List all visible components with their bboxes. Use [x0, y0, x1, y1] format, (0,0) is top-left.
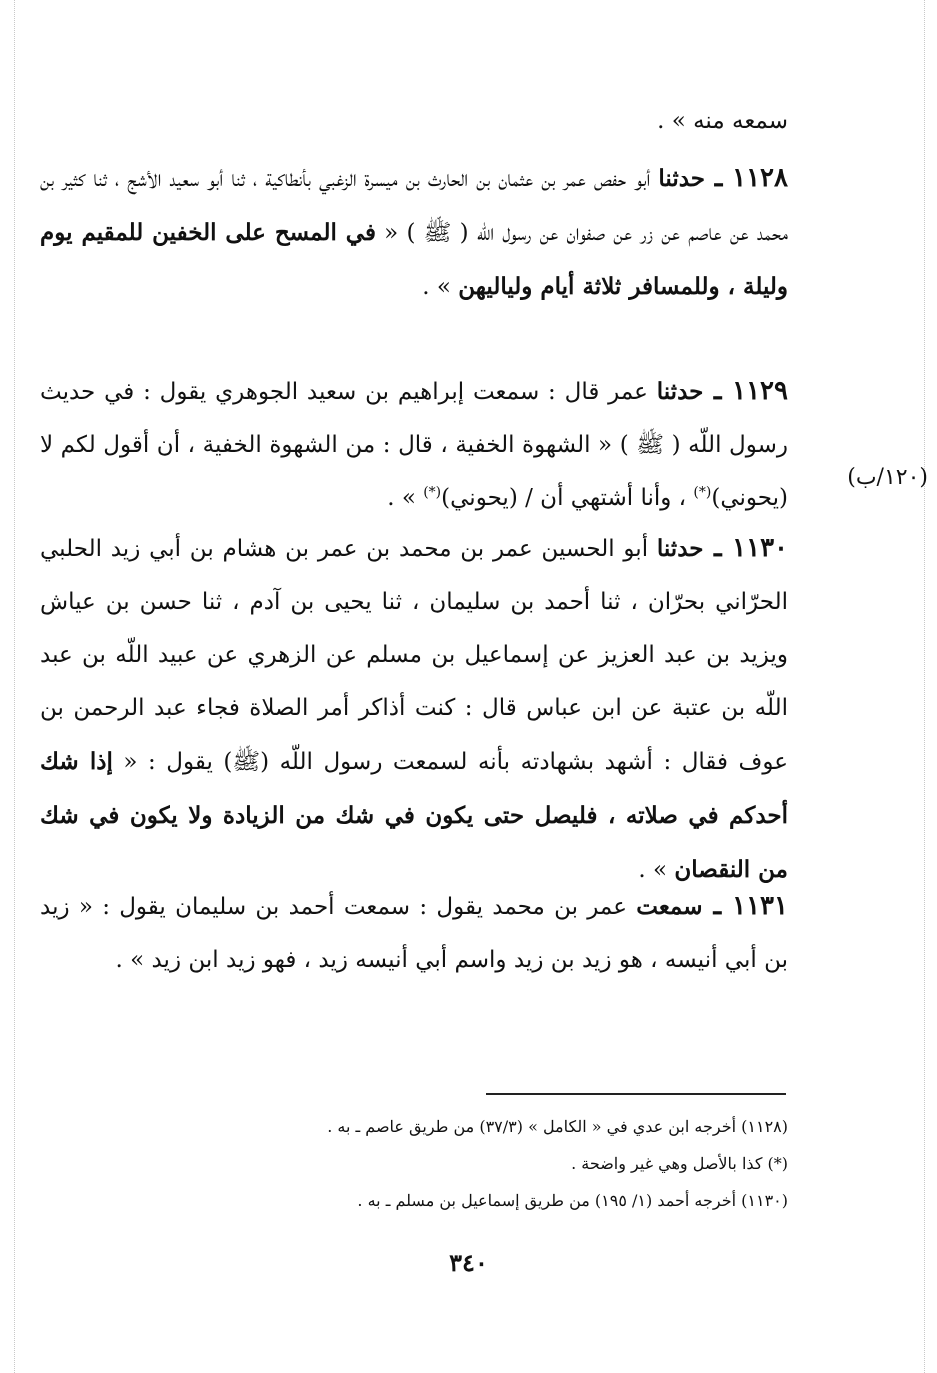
continuation-text: سمعه منه » . — [657, 108, 788, 134]
separator: ـ — [703, 533, 733, 563]
hadith-number: ١١٢٩ — [732, 376, 788, 406]
hadith-1128-text — [40, 152, 788, 314]
footnote-asterisk: (*) كذا بالأصل وهي غير واضحة . — [571, 1154, 788, 1173]
hadith-number: ١١٢٨ — [732, 163, 788, 193]
hadith-text-end: » . — [387, 485, 424, 511]
continuation-line — [40, 95, 788, 148]
hadith-keyword: حدثنا — [656, 535, 704, 562]
hadith-text: عمر بن محمد يقول : سمعت أحمد بن سليمان يقول : « زيد بن أبي أنيسه ، هو زيد بن زيد واسم أبي أنيسه زيد ، فهو زيد ابن زيد » . — [40, 894, 788, 973]
page-number: ٣٤٠ — [449, 1248, 488, 1277]
separator: ـ — [702, 891, 733, 921]
footnote-1128: (١١٢٨) أخرجه ابن عدي في « الكامل » (٣٧/٣) من طريق عاصم ـ به . — [327, 1117, 788, 1136]
hadith-text: أبو حفص عمر بن عثمان بن الحارث بن ميسرة الزغبي بأنطاكية ، ثنا أبو سعيد الأشج ، ثنا كثير بن محمد عن عاصم عن زر عن صفوان عن رسول اللّه ( ﷺ ) « — [40, 166, 788, 246]
hadith-1130-text — [40, 522, 788, 897]
hadith-1130 — [40, 522, 788, 897]
hadith-keyword: سمعت — [636, 893, 703, 920]
hadith-matn: إذا شك أحدكم في صلاته ، فليصل حتى يكون في شك من الزيادة ولا يكون في شك من النقصان — [40, 748, 788, 883]
hadith-text-end: » . — [422, 274, 459, 300]
footnote-marker: (*) — [693, 484, 712, 501]
hadith-matn: في المسح على الخفين للمقيم يوم وليلة ، وللمسافر ثلاثة أيام ولياليهن — [40, 219, 788, 300]
margin-folio-note: (١٢٠/ب) — [847, 465, 928, 490]
hadith-1131-text — [40, 880, 788, 987]
scan-edge-line — [924, 0, 925, 1373]
scan-edge-line — [14, 0, 15, 1373]
hadith-number: ١١٣٠ — [732, 533, 788, 563]
hadith-1129-text — [40, 365, 788, 525]
hadith-text-end: » . — [638, 857, 675, 883]
hadith-number: ١١٣١ — [732, 891, 788, 921]
separator: ـ — [705, 163, 733, 193]
hadith-text-mid: ، وأنا أشتهي أن / (يحوني) — [441, 485, 694, 511]
footnote-separator-rule — [486, 1093, 786, 1095]
separator: ـ — [703, 376, 733, 406]
footnote-marker: (*) — [423, 484, 442, 501]
hadith-text: عمر قال : سمعت إبراهيم بن سعيد الجوهري يقول : في حديث رسول اللّه ( ﷺ ) « الشهوة الخفية ، قال : من الشهوة الخفية ، أن أقول لكم لا (يحوني) — [40, 379, 788, 511]
hadith-1131 — [40, 880, 788, 987]
hadith-1129 — [40, 365, 788, 525]
hadith-keyword: حدثنا — [658, 165, 706, 192]
footnote-1130: (١١٣٠) أخرجه أحمد (١/ ١٩٥) من طريق إسماعيل بن مسلم ـ به . — [357, 1191, 788, 1210]
hadith-text: أبو الحسين عمر بن محمد بن عمر بن هشام بن أبي زيد الحلبي الحرّاني بحرّان ، ثنا أحمد بن سليمان ، ثنا يحيى بن آدم ، ثنا حسن بن عياش ويزيد بن عبد العزيز عن إسماعيل بن مسلم عن الزهري عن عبيد اللّه بن عبد اللّه بن عتبة عن ابن عباس قال : كنت أذاكر أمر الصلاة فجاء عبد الرحمن بن عوف فقال : أشهد بشهادته بأنه لسمعت رسول اللّه (ﷺ) يقول : « — [40, 536, 788, 775]
footnotes — [120, 1108, 788, 1219]
hadith-keyword: حدثنا — [656, 378, 704, 405]
hadith-1128 — [40, 152, 788, 314]
